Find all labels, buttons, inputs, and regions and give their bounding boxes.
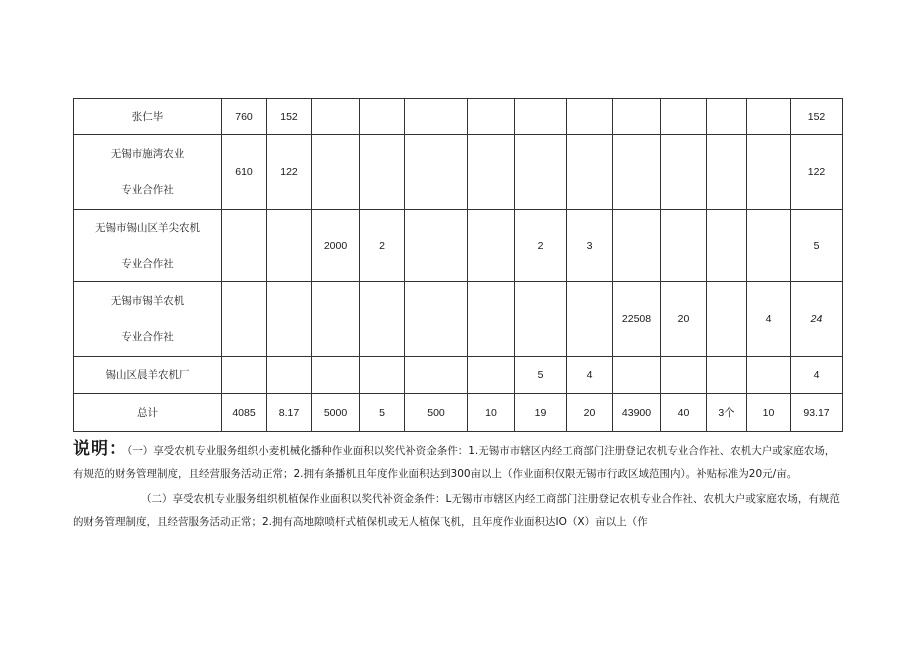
table-cell: 4 bbox=[791, 357, 843, 394]
table-cell bbox=[468, 210, 515, 282]
table-cell bbox=[405, 210, 468, 282]
table-cell bbox=[707, 357, 747, 394]
table-cell: 3个 bbox=[707, 394, 747, 432]
table-cell: 40 bbox=[661, 394, 707, 432]
table-cell bbox=[515, 99, 567, 135]
table-cell bbox=[613, 210, 661, 282]
row-name-cell bbox=[74, 135, 222, 210]
table-cell bbox=[661, 210, 707, 282]
table-cell bbox=[567, 99, 613, 135]
table-cell bbox=[267, 282, 312, 357]
table-cell: 5 bbox=[791, 210, 843, 282]
table-cell bbox=[567, 135, 613, 210]
table-cell bbox=[707, 282, 747, 357]
table-cell bbox=[405, 99, 468, 135]
table-cell bbox=[613, 135, 661, 210]
table-cell: 152 bbox=[267, 99, 312, 135]
notes-para1-text: （一）享受农机专业服务组织小麦机械化播种作业面积以奖代补资金条件：1.无锡市市辖区内经工商部门注册登记农机专业合作社、农机大户或家庭农场，有规范的财务管理制度，且经营服务活动正常；2.拥有条播机且年度作业面积达到300亩以上（作业面积仅限无锡市行政区域范围内）。补贴标准为20元/亩。 bbox=[73, 445, 836, 480]
table-cell: 20 bbox=[661, 282, 707, 357]
table-cell bbox=[312, 357, 360, 394]
table-cell bbox=[747, 357, 791, 394]
table-cell bbox=[707, 99, 747, 135]
table-cell bbox=[312, 135, 360, 210]
row-name-line: 无锡市锡羊农机 bbox=[110, 295, 185, 307]
table-cell bbox=[661, 99, 707, 135]
table-cell: 5000 bbox=[312, 394, 360, 432]
table-cell bbox=[360, 357, 405, 394]
table-cell bbox=[267, 357, 312, 394]
table-cell bbox=[613, 357, 661, 394]
table-cell: 4085 bbox=[222, 394, 267, 432]
row-name-line: 总计 bbox=[137, 406, 158, 419]
row-name-line: 无锡市施湾农业 bbox=[110, 148, 185, 160]
table-cell: 2 bbox=[360, 210, 405, 282]
table-cell: 500 bbox=[405, 394, 468, 432]
table-cell bbox=[405, 135, 468, 210]
table-row bbox=[74, 135, 843, 210]
notes-paragraph-2: （二）享受农机专业服务组织机植保作业面积以奖代补资金条件：L无锡市市辖区内经工商部门注册登记农机专业合作社、农机大户或家庭农场，有规范的财务管理制度，且经营服务活动正常；2.拥有高地隙喷杆式植保机或无人植保飞机，且年度作业面积达IO（X）亩以上（作 bbox=[73, 493, 840, 528]
table-cell bbox=[707, 210, 747, 282]
table-row bbox=[74, 282, 843, 357]
table-cell: 20 bbox=[567, 394, 613, 432]
table-cell: 10 bbox=[747, 394, 791, 432]
row-name-cell bbox=[74, 99, 222, 135]
row-name-cell bbox=[74, 210, 222, 282]
table-cell: 4 bbox=[567, 357, 613, 394]
table-cell bbox=[360, 282, 405, 357]
table-cell bbox=[613, 99, 661, 135]
table-cell bbox=[747, 210, 791, 282]
table-cell: 610 bbox=[222, 135, 267, 210]
table-cell bbox=[567, 282, 613, 357]
table-cell: 22508 bbox=[613, 282, 661, 357]
notes-paragraph-1 bbox=[73, 438, 845, 486]
table-cell bbox=[468, 357, 515, 394]
row-name-line: 专业合作社 bbox=[121, 184, 174, 196]
table-cell bbox=[515, 135, 567, 210]
table-cell bbox=[515, 282, 567, 357]
row-name-cell bbox=[74, 282, 222, 357]
table-cell bbox=[405, 357, 468, 394]
table-cell: 2000 bbox=[312, 210, 360, 282]
row-name-line: 专业合作社 bbox=[121, 331, 174, 343]
table-cell bbox=[312, 282, 360, 357]
notes-section bbox=[73, 438, 845, 534]
table-cell: 3 bbox=[567, 210, 613, 282]
table-cell bbox=[222, 282, 267, 357]
table-cell bbox=[267, 210, 312, 282]
table-cell: 10 bbox=[468, 394, 515, 432]
table-cell: 24 bbox=[791, 282, 843, 357]
table-cell bbox=[747, 135, 791, 210]
table-cell bbox=[312, 99, 360, 135]
table-cell: 760 bbox=[222, 99, 267, 135]
row-name-line: 锡山区晨羊农机厂 bbox=[105, 369, 190, 381]
table-cell bbox=[405, 282, 468, 357]
table-cell: 5 bbox=[360, 394, 405, 432]
subsidy-table bbox=[73, 98, 843, 432]
table-cell bbox=[222, 210, 267, 282]
table-cell: 2 bbox=[515, 210, 567, 282]
table-cell: 122 bbox=[267, 135, 312, 210]
table-cell bbox=[468, 135, 515, 210]
row-name-line: 无锡市锡山区羊尖农机 bbox=[95, 221, 200, 234]
table-cell: 152 bbox=[791, 99, 843, 135]
table-cell bbox=[661, 357, 707, 394]
table-cell bbox=[468, 99, 515, 135]
table-cell: 8.17 bbox=[267, 394, 312, 432]
row-name-cell bbox=[74, 394, 222, 432]
table-cell: 93.17 bbox=[791, 394, 843, 432]
notes-label: 说明： bbox=[73, 439, 127, 459]
row-name-cell bbox=[74, 357, 222, 394]
table-cell bbox=[222, 357, 267, 394]
table-cell bbox=[707, 135, 747, 210]
table-cell bbox=[468, 282, 515, 357]
row-name-line: 专业合作社 bbox=[121, 257, 174, 270]
table-cell: 4 bbox=[747, 282, 791, 357]
table-cell bbox=[661, 135, 707, 210]
row-name-line: 张仁毕 bbox=[131, 110, 164, 123]
table-cell: 19 bbox=[515, 394, 567, 432]
table-cell bbox=[360, 135, 405, 210]
table-cell bbox=[747, 99, 791, 135]
table-cell: 43900 bbox=[613, 394, 661, 432]
table-cell: 5 bbox=[515, 357, 567, 394]
table-cell: 122 bbox=[791, 135, 843, 210]
table-cell bbox=[360, 99, 405, 135]
table-row bbox=[74, 357, 843, 394]
table-row bbox=[74, 99, 843, 135]
table-row bbox=[74, 394, 843, 432]
table-row bbox=[74, 210, 843, 282]
